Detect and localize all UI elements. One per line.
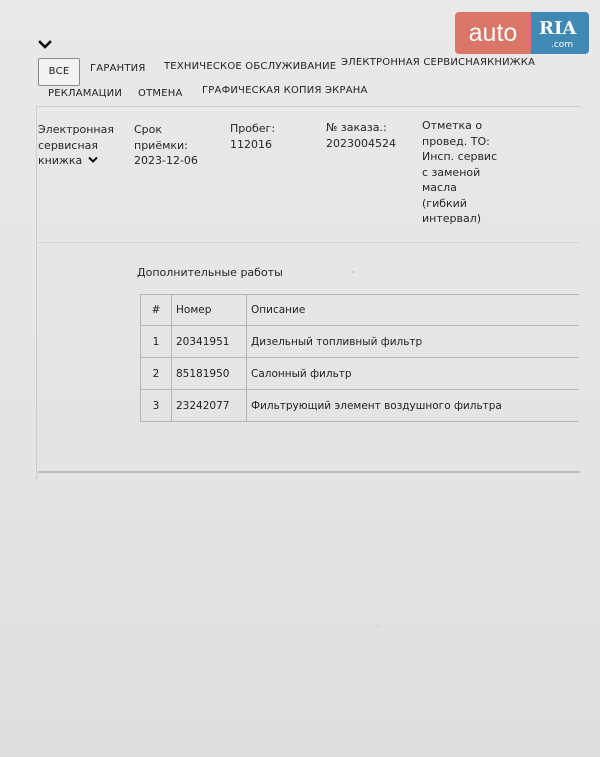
additional-works-table <box>140 294 579 422</box>
table-header-row <box>141 295 580 326</box>
mileage-field <box>230 121 275 152</box>
panel-bottom-border <box>38 471 580 473</box>
chevron-down-icon[interactable] <box>38 38 52 52</box>
tab-screen-copy[interactable]: ГРАФИЧЕСКАЯ КОПИЯ ЭКРАНА <box>202 85 368 96</box>
watermark-ria-text: RIA <box>539 18 577 39</box>
order-field <box>326 120 396 151</box>
watermark-domain-text: .com <box>551 40 574 50</box>
tab-all[interactable]: ВСЕ <box>38 58 80 86</box>
service-note-line: провед. ТО: <box>422 134 490 148</box>
autoria-watermark <box>455 12 589 54</box>
screen-speck <box>377 625 379 627</box>
row-description: Фильтрующий элемент воздушного фильтра <box>247 390 580 422</box>
acceptance-date-label: Срок <box>134 123 163 136</box>
tab-claims[interactable]: РЕКЛАМАЦИИ <box>48 88 123 99</box>
section-divider <box>38 242 578 243</box>
additional-works-title: Дополнительные работы <box>137 266 283 279</box>
screen-speck <box>352 271 354 273</box>
column-header-description: Описание <box>247 295 580 326</box>
acceptance-date-label: приёмки: <box>134 138 188 152</box>
row-part-number: 20341951 <box>172 326 247 358</box>
service-note-line: Отметка о <box>422 119 483 132</box>
acceptance-date-field <box>134 122 198 169</box>
table-row <box>141 390 580 422</box>
service-note-line: (гибкий <box>422 196 467 210</box>
service-note-field <box>422 118 497 227</box>
column-header-number: Номер <box>172 295 247 326</box>
row-part-number: 85181950 <box>172 358 247 390</box>
mileage-label: Пробег: <box>230 122 276 135</box>
service-note-line: Инсп. сервис <box>422 150 498 163</box>
column-header-index: # <box>141 295 172 326</box>
watermark-ria-block <box>531 12 589 54</box>
row-description: Салонный фильтр <box>247 358 580 390</box>
row-index: 2 <box>141 358 172 390</box>
table-row <box>141 358 580 390</box>
row-index: 3 <box>141 390 172 422</box>
record-type[interactable] <box>38 122 114 169</box>
tab-electronic-service-book[interactable]: ЭЛЕКТРОННАЯ СЕРВИСНАЯКНИЖКА <box>341 57 536 68</box>
row-description: Дизельный топливный фильтр <box>247 326 580 358</box>
mileage-value: 112016 <box>230 137 272 151</box>
watermark-auto-text: auto <box>455 12 531 54</box>
table-row <box>141 326 580 358</box>
tab-cancel[interactable]: ОТМЕНА <box>138 88 183 99</box>
chevron-down-icon[interactable] <box>88 156 98 164</box>
record-panel <box>36 106 581 479</box>
row-index: 1 <box>141 326 172 358</box>
tab-maintenance[interactable]: ТЕХНИЧЕСКОЕ ОБСЛУЖИВАНИЕ <box>164 61 337 72</box>
record-type-line: книжка <box>38 154 83 167</box>
service-note-line: масла <box>422 181 457 194</box>
order-label: № заказа.: <box>326 121 387 134</box>
row-part-number: 23242077 <box>172 390 247 422</box>
record-type-line: Электронная <box>38 123 114 136</box>
record-type-line: сервисная <box>38 138 99 152</box>
service-note-line: с заменой <box>422 165 481 179</box>
order-value: 2023004524 <box>326 136 396 150</box>
tab-warranty[interactable]: ГАРАНТИЯ <box>90 63 146 74</box>
acceptance-date-value: 2023-12-06 <box>134 154 198 167</box>
service-note-line: интервал) <box>422 212 482 225</box>
